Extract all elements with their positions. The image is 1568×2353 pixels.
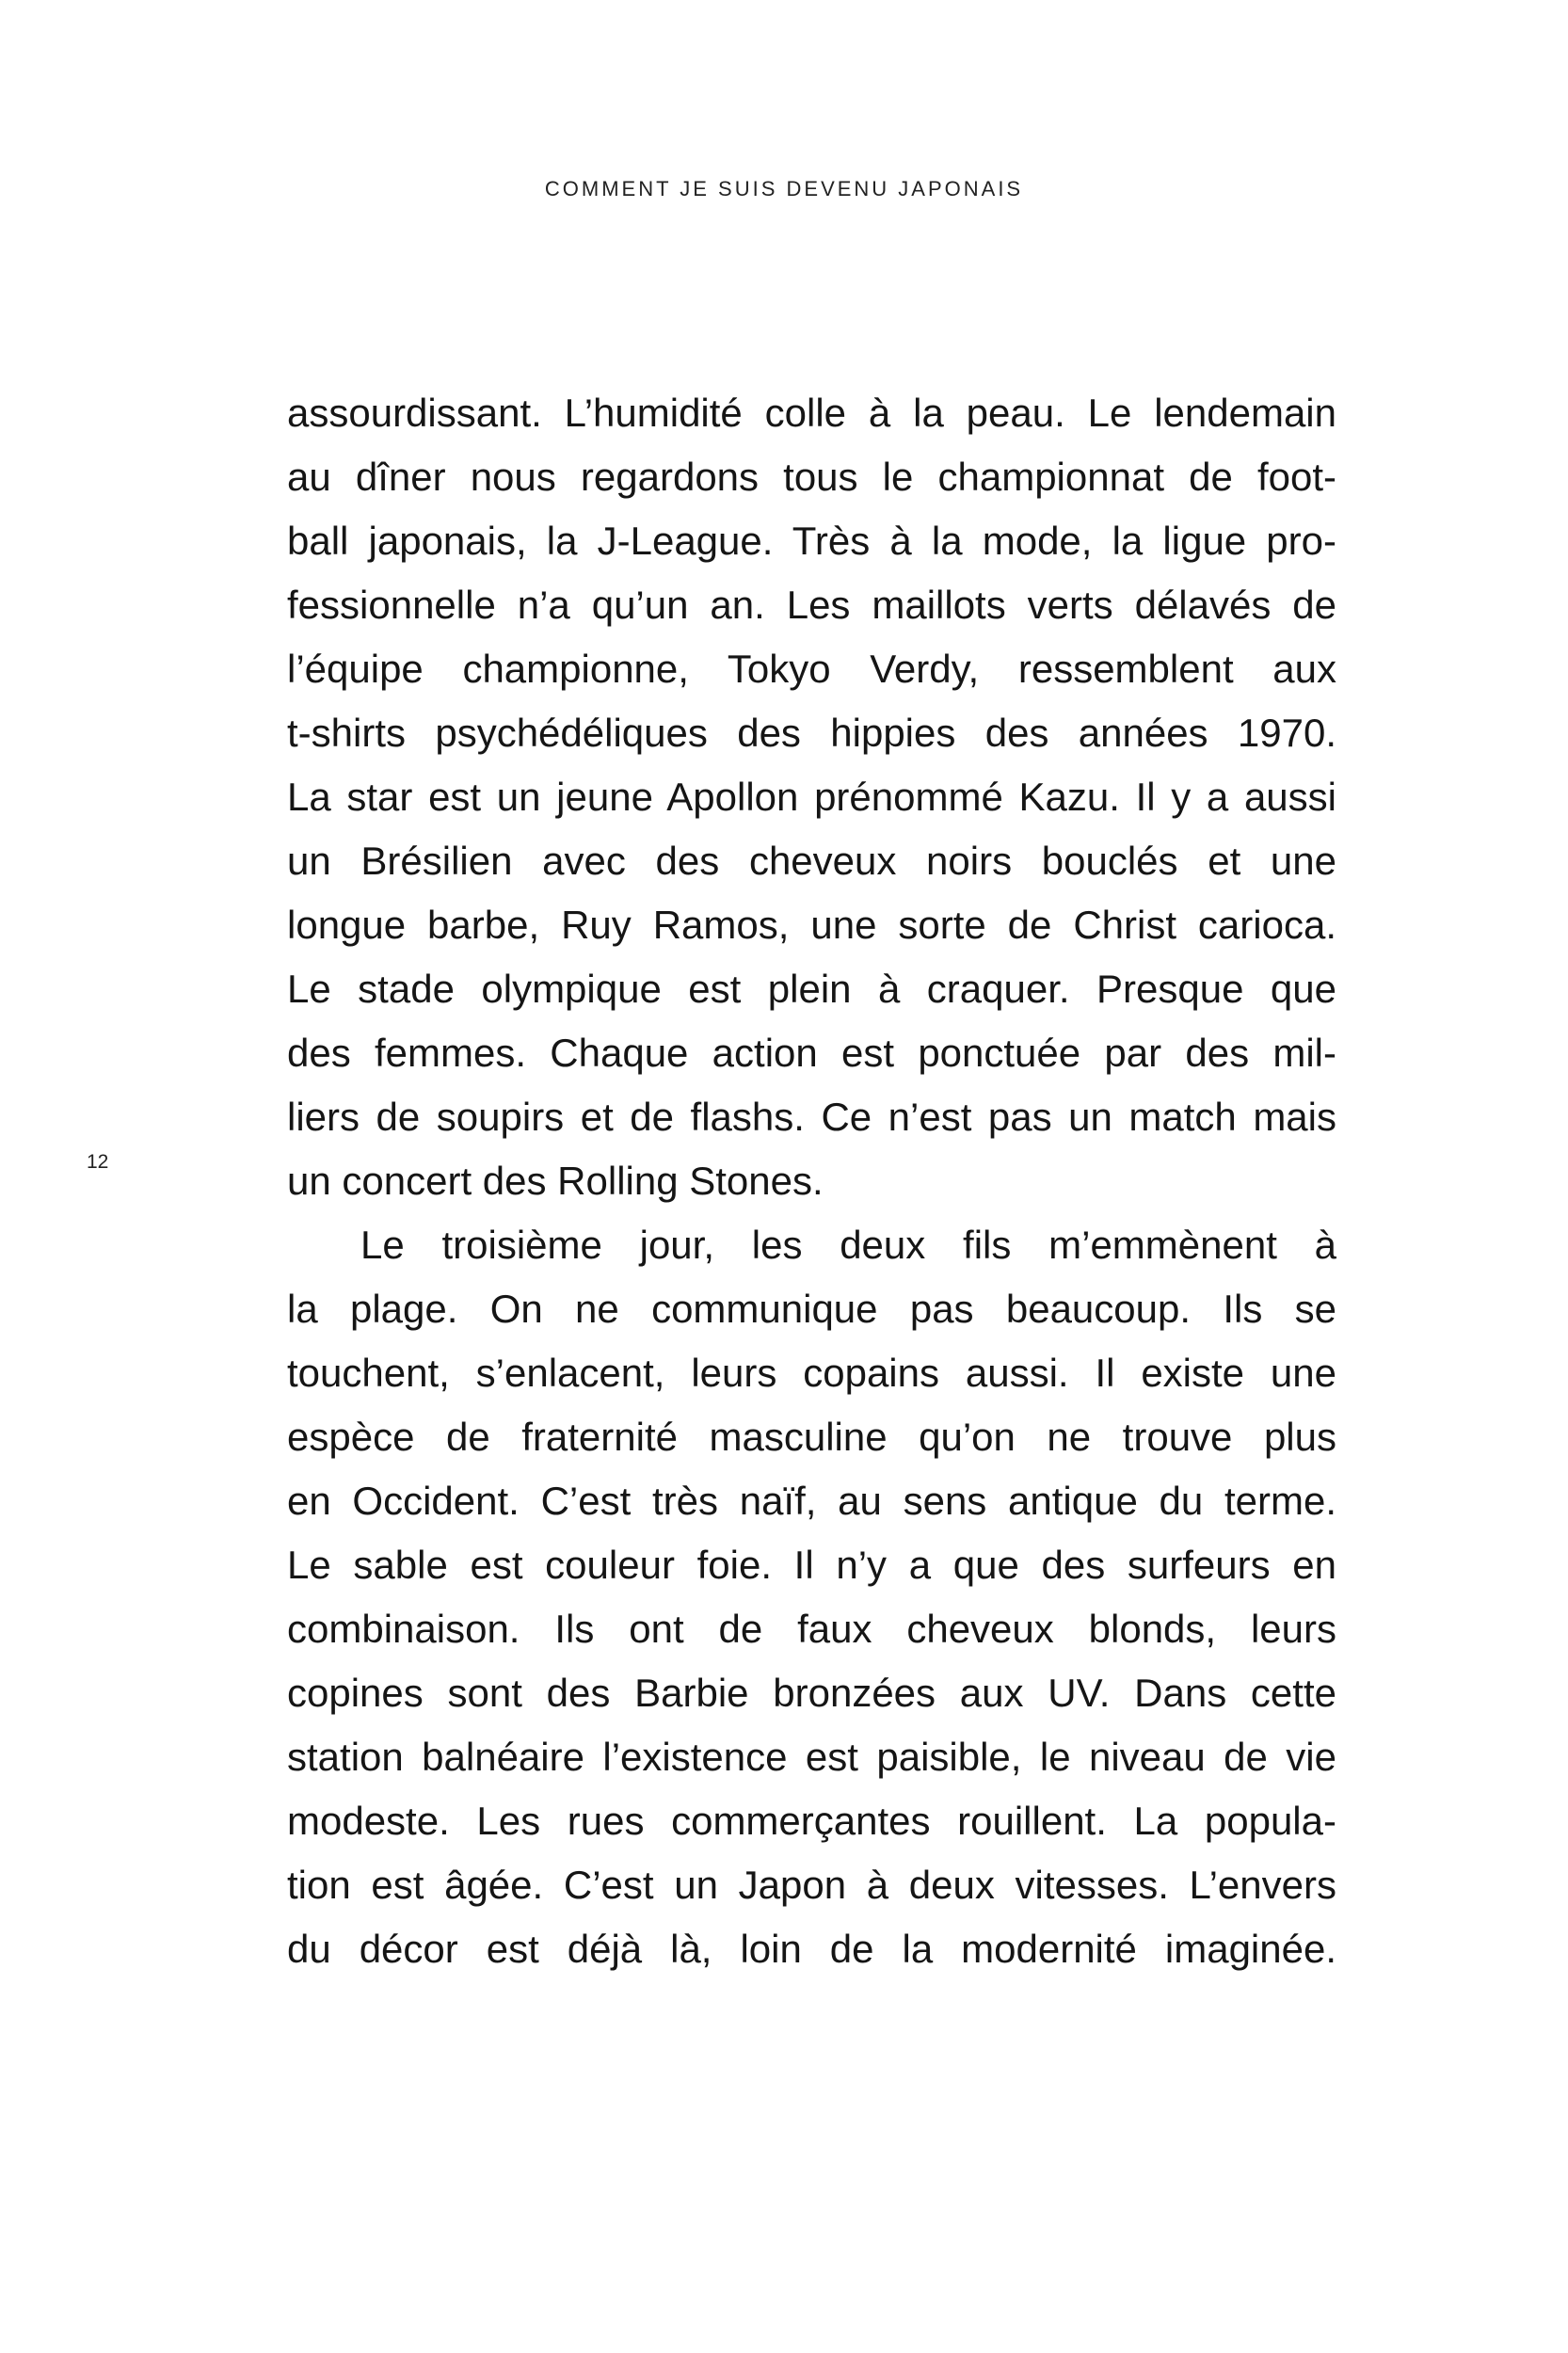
- running-header: COMMENT JE SUIS DEVENU JAPONAIS: [544, 177, 1024, 200]
- paragraph-1: [287, 381, 1336, 1213]
- text-line: assourdissant. L’humidité colle à la peau. Le lendemain: [287, 391, 1336, 435]
- text-line: espèce de fraternité masculine qu’on ne trouve plus: [287, 1415, 1336, 1459]
- text-line: Le stade olympique est plein à craquer. Presque que: [287, 967, 1336, 1011]
- text-line: des femmes. Chaque action est ponctuée par des mil-: [287, 1031, 1336, 1075]
- text-line: du décor est déjà là, loin de la modernité imaginée.: [287, 1927, 1336, 1971]
- text-line: un Brésilien avec des cheveux noirs bouclés et une: [287, 839, 1336, 883]
- text-line: station balnéaire l’existence est paisible, le niveau de vie: [287, 1735, 1336, 1779]
- page-number: 12: [87, 1151, 109, 1173]
- text-line: ball japonais, la J-League. Très à la mode, la ligue pro-: [287, 519, 1336, 563]
- text-line: fessionnelle n’a qu’un an. Les maillots verts délavés de: [287, 583, 1336, 627]
- text-line: un concert des Rolling Stones.: [287, 1159, 824, 1203]
- text-line: longue barbe, Ruy Ramos, une sorte de Christ carioca.: [287, 903, 1336, 947]
- text-line: l’équipe championne, Tokyo Verdy, ressemblent aux: [287, 647, 1336, 691]
- paragraph-2: [287, 1213, 1336, 1981]
- text-line: combinaison. Ils ont de faux cheveux blonds, leurs: [287, 1607, 1336, 1651]
- text-line: Le troisième jour, les deux fils m’emmènent à: [360, 1223, 1336, 1267]
- text-line: Le sable est couleur foie. Il n’y a que des surfeurs en: [287, 1543, 1336, 1587]
- text-line: touchent, s’enlacent, leurs copains aussi. Il existe une: [287, 1351, 1336, 1395]
- text-line: en Occident. C’est très naïf, au sens antique du terme.: [287, 1479, 1336, 1523]
- text-line: modeste. Les rues commerçantes rouillent. La popula-: [287, 1799, 1336, 1843]
- text-line: au dîner nous regardons tous le championnat de foot-: [287, 455, 1336, 499]
- text-line: copines sont des Barbie bronzées aux UV. Dans cette: [287, 1671, 1336, 1715]
- text-line: la plage. On ne communique pas beaucoup. Ils se: [287, 1287, 1336, 1331]
- text-line: liers de soupirs et de flashs. Ce n’est pas un match mais: [287, 1095, 1336, 1139]
- text-line: tion est âgée. C’est un Japon à deux vitesses. L’envers: [287, 1863, 1336, 1907]
- text-line: t-shirts psychédéliques des hippies des années 1970.: [287, 711, 1336, 755]
- body-text: [287, 381, 1336, 1981]
- text-line: La star est un jeune Apollon prénommé Kazu. Il y a aussi: [287, 775, 1336, 819]
